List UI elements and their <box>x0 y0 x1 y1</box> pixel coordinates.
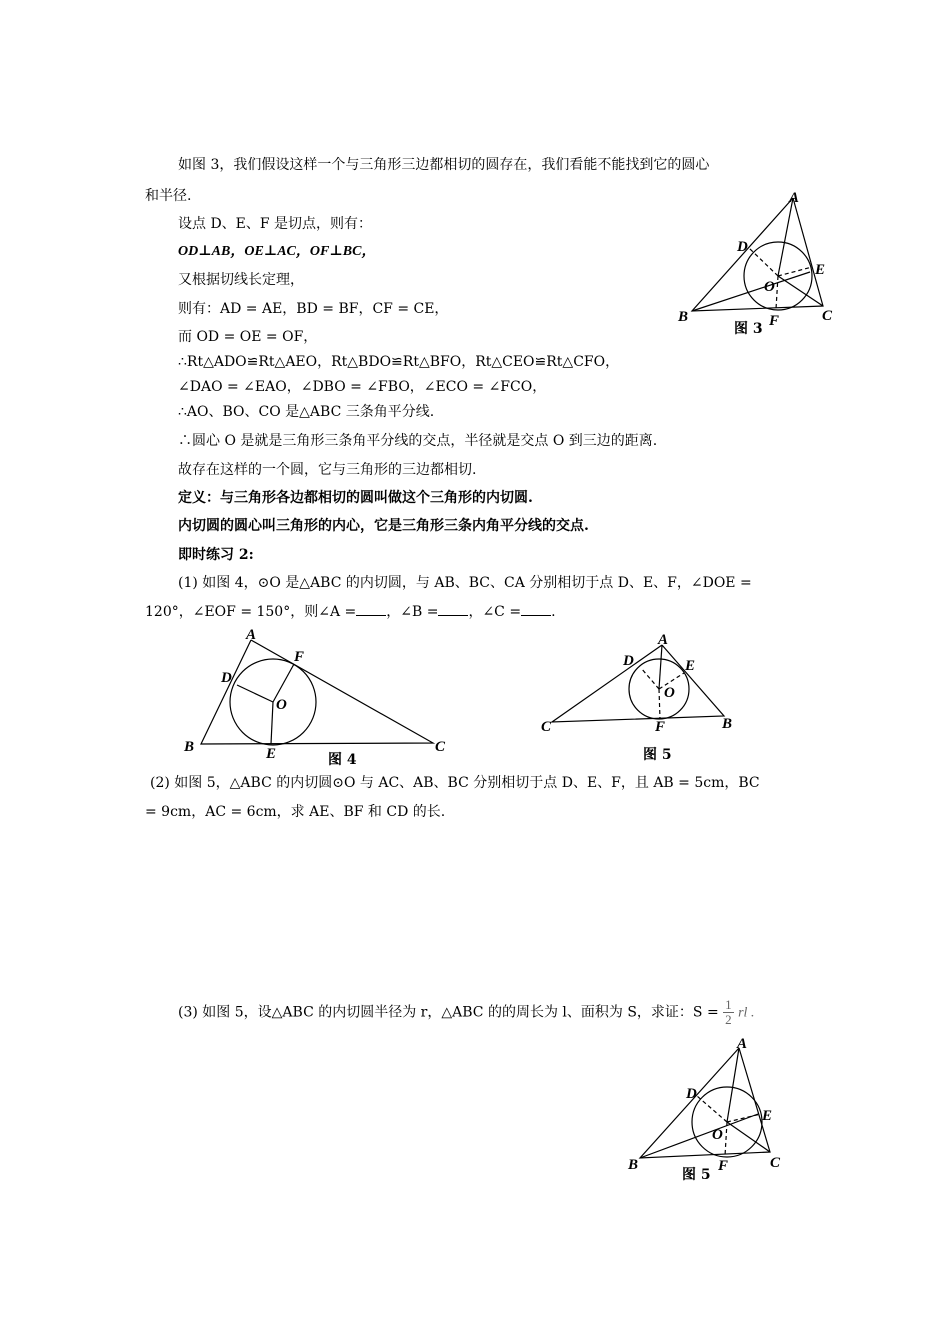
fig5b-label-a: A <box>737 1036 748 1052</box>
fig3-label-e: E <box>815 262 826 278</box>
fig5-label-e: E <box>685 658 696 674</box>
fig5b-label-e: E <box>762 1108 773 1124</box>
fig5-caption: 图 5 <box>643 747 672 763</box>
fig3-label-d: D <box>737 239 748 255</box>
fraction-one-half: $\frac{1}{2}$ <box>725 997 732 1027</box>
definition-incenter: 内切圆的圆心叫三角形的内心，它是三角形三条内角平分线的交点. <box>178 518 589 534</box>
answer-blank-a[interactable] <box>356 601 386 616</box>
question-1-line2: 120°，∠EOF = 150°，则∠A = ，∠B = ，∠C = . <box>145 601 556 622</box>
fig4-label-e: E <box>266 746 277 762</box>
fig4-label-o: O <box>276 697 287 713</box>
fig5-label-o: O <box>664 685 675 701</box>
paragraph-intro-cont: 和半径. <box>145 188 192 204</box>
figure-4 <box>175 620 465 770</box>
paragraph-congruent: ∴Rt△ADO≌Rt△AEO，Rt△BDO≌Rt△BFO，Rt△CEO≌Rt△CFO， <box>178 354 620 370</box>
fig3-caption: 图 3 <box>734 321 763 337</box>
fig5b-label-f: F <box>718 1158 729 1174</box>
paragraph-equal-angles: ∠DAO = ∠EAO，∠DBO = ∠FBO，∠ECO = ∠FCO， <box>178 379 547 395</box>
fig5b-label-o: O <box>712 1127 723 1143</box>
paragraph-intro: 如图 3，我们假设这样一个与三角形三边都相切的圆存在，我们看能不能找到它的圆心 <box>178 157 710 173</box>
fig5-label-a: A <box>658 632 669 648</box>
fig5-label-c: C <box>541 719 552 735</box>
fig4-label-d: D <box>221 670 232 686</box>
question-2-line1: (2) 如图 5，△ABC 的内切圆⊙O 与 AC、AB、BC 分别相切于点 D、E、F，且 AB = 5cm，BC <box>150 775 760 791</box>
paragraph-equal-lengths: 则有：AD = AE，BD = BF，CF = CE， <box>178 301 449 317</box>
fig5b-label-d: D <box>686 1086 697 1102</box>
question-2-line2: = 9cm，AC = 6cm，求 AE、BF 和 CD 的长. <box>145 804 446 820</box>
paragraph-perpendicular: OD⊥AB，OE⊥AC，OF⊥BC， <box>178 244 376 259</box>
fig4-caption: 图 4 <box>328 752 357 768</box>
paragraph-tangent-points: 设点 D、E、F 是切点，则有： <box>178 216 373 232</box>
answer-blank-b[interactable] <box>438 601 468 616</box>
paragraph-bisectors: ∴AO、BO、CO 是△ABC 三条角平分线. <box>178 404 435 420</box>
fig5-label-d: D <box>623 653 634 669</box>
paragraph-center: ∴圆心 O 是就是三角形三条角平分线的交点，半径就是交点 O 到三边的距离. <box>178 433 658 449</box>
question-3: (3) 如图 5，设△ABC 的内切圆半径为 r，△ABC 的的周长为 l、面积为 S，求证：S = $\frac{1}{2}$ rl . <box>178 997 755 1027</box>
fig3-label-a: A <box>789 190 800 206</box>
fig5b-label-b: B <box>628 1157 639 1173</box>
fig5b-caption: 图 5 <box>682 1167 711 1183</box>
fig3-label-f: F <box>769 313 780 329</box>
question-1-line1: (1) 如图 4，⊙O 是△ABC 的内切圆，与 AB、BC、CA 分别相切于点 D、E、F，∠DOE = <box>178 575 752 591</box>
paragraph-exists: 故存在这样的一个圆，它与三角形的三边都相切. <box>178 462 477 478</box>
fig4-label-f: F <box>294 649 305 665</box>
answer-blank-c[interactable] <box>521 601 551 616</box>
fig3-label-b: B <box>678 309 689 325</box>
fig4-label-c: C <box>435 739 446 755</box>
fig4-label-b: B <box>184 739 195 755</box>
figure-3 <box>670 180 850 350</box>
definition-incircle: 定义：与三角形各边都相切的圆叫做这个三角形的内切圆. <box>178 490 533 506</box>
fig5-label-b: B <box>722 716 733 732</box>
figure-5 <box>535 625 755 765</box>
fig4-label-a: A <box>246 627 257 643</box>
fig3-label-c: C <box>822 308 833 324</box>
fig5b-label-c: C <box>770 1155 781 1171</box>
paragraph-equal-radii: 而 OD = OE = OF， <box>178 329 318 345</box>
fig5-label-f: F <box>655 719 666 735</box>
figure-5-bottom <box>620 1030 800 1190</box>
fig3-label-o: O <box>764 279 775 295</box>
practice-heading: 即时练习 2: <box>178 547 254 563</box>
paragraph-tangent-theorem: 又根据切线长定理， <box>178 272 304 288</box>
